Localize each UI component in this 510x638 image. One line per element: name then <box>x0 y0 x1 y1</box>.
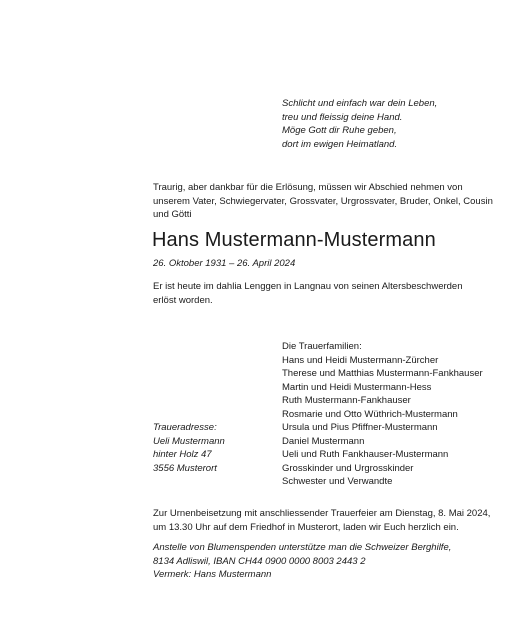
passing-text: Er ist heute im dahlia Lenggen in Langnau von seinen Altersbeschwerden erlöst worden. <box>153 281 463 306</box>
poem-block <box>282 97 502 151</box>
address-heading: Traueradresse: <box>153 422 217 433</box>
family-line: Schwester und Verwandte <box>282 476 393 487</box>
mourning-families <box>282 340 507 489</box>
ceremony-text: Zur Urnenbeisetzung mit anschliessender Trauerfeier am Dienstag, 8. Mai 2024, um 13.30 Uhr auf dem Friedhof in Musterort, laden wir Euch herzlich ein. <box>153 508 491 533</box>
mourning-address <box>153 421 278 475</box>
family-line: Ueli und Ruth Fankhauser-Mustermann <box>282 449 449 460</box>
family-line: Daniel Mustermann <box>282 435 365 447</box>
note-line: Anstelle von Blumenspenden unterstütze man die Schweizer Berghilfe, <box>153 542 452 553</box>
poem-line: dort im ewigen Heimatland. <box>282 138 398 150</box>
family-line: Rosmarie und Otto Wüthrich-Mustermann <box>282 408 458 420</box>
poem-line: Möge Gott dir Ruhe geben, <box>282 125 397 136</box>
donation-note <box>153 541 503 582</box>
note-line: Vermerk: Hans Mustermann <box>153 569 272 580</box>
poem-line: Schlicht und einfach war dein Leben, <box>282 98 438 109</box>
family-line: Hans und Heidi Mustermann-Zürcher <box>282 354 439 366</box>
family-line: Ursula und Pius Pfiffner-Mustermann <box>282 422 438 433</box>
family-line: Ruth Mustermann-Fankhauser <box>282 395 411 406</box>
address-line: 3556 Musterort <box>153 462 217 474</box>
family-line: Martin und Heidi Mustermann-Hess <box>282 381 432 393</box>
intro-text: Traurig, aber dankbar für die Erlösung, müssen wir Abschied nehmen von unserem Vater, Schwiegervater, Grossvater, Urgrossvater, Bruder, Onkel, Cousin und Götti <box>153 182 493 220</box>
families-heading: Die Trauerfamilien: <box>282 341 362 352</box>
deceased-name: Hans Mustermann-Mustermann <box>152 229 436 251</box>
address-line: Ueli Mustermann <box>153 435 225 447</box>
family-line: Therese und Matthias Mustermann-Fankhauser <box>282 368 483 379</box>
poem-line: treu und fleissig deine Hand. <box>282 111 403 123</box>
note-line: 8134 Adliswil, IBAN CH44 0900 0000 8003 2443 2 <box>153 555 366 567</box>
life-dates: 26. Oktober 1931 – 26. April 2024 <box>153 258 296 269</box>
family-line: Grosskinder und Urgrosskinder <box>282 462 414 474</box>
address-line: hinter Holz 47 <box>153 449 212 460</box>
